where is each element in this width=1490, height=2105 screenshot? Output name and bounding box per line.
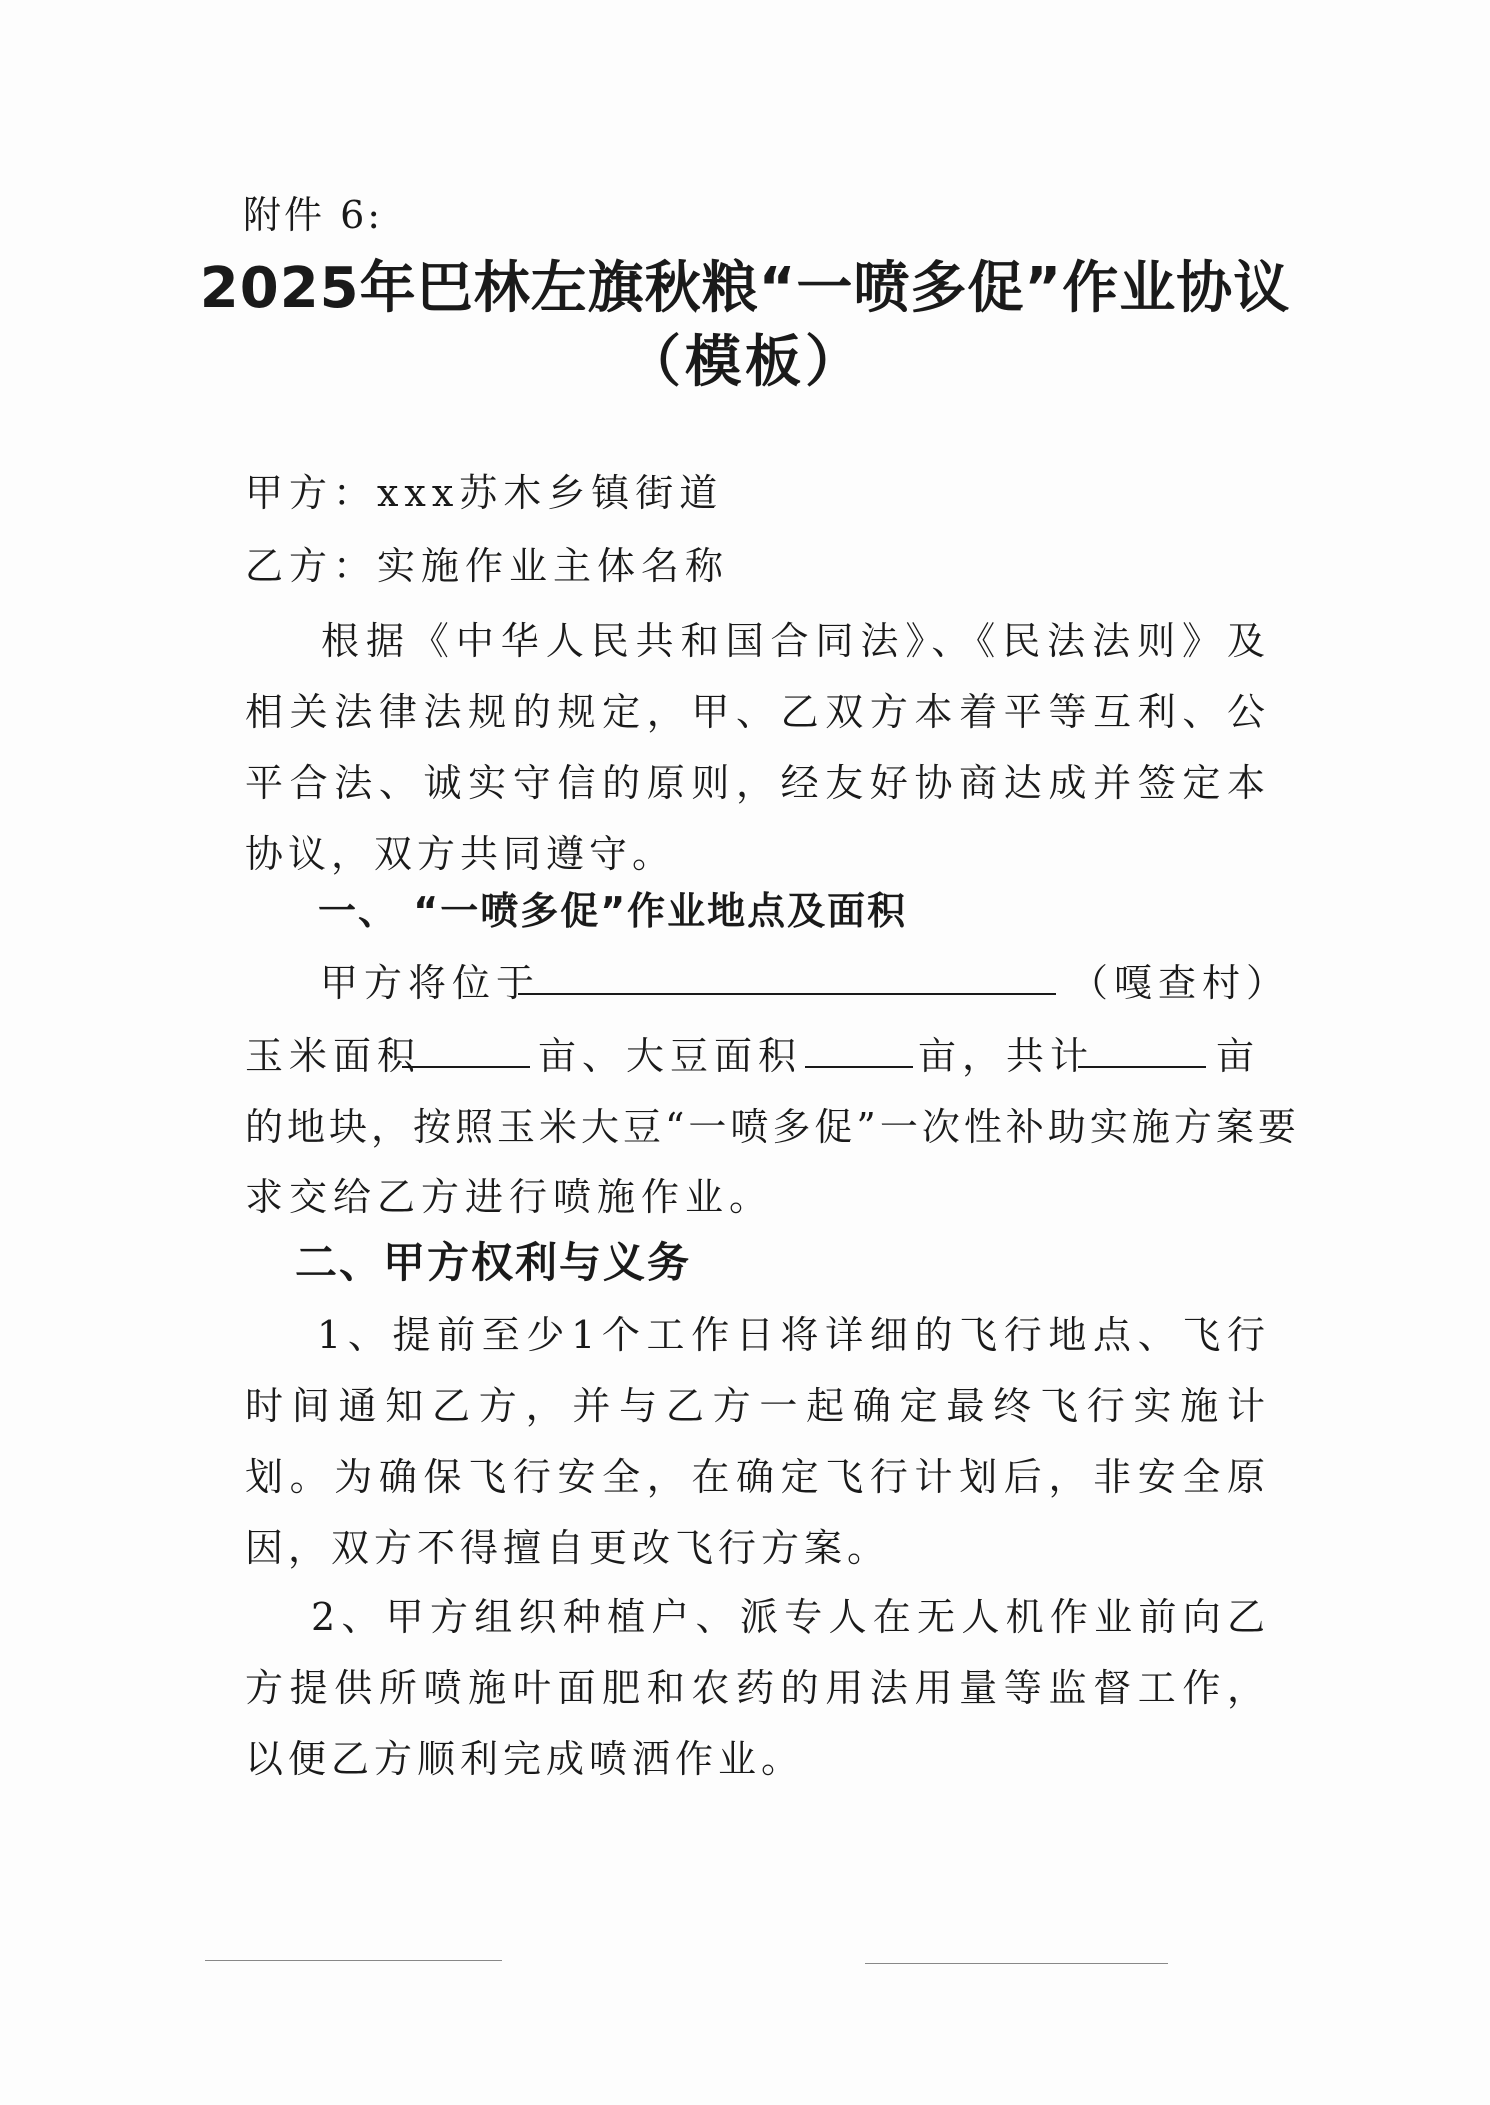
document-title: 2025年巴林左旗秋粮“一喷多促”作业协议: [199, 256, 1291, 321]
total-area-unit: 亩: [1216, 1034, 1261, 1078]
section-1-line-4: 求交给乙方进行喷施作业。: [245, 1175, 774, 1219]
total-area-label: 亩，共计: [918, 1034, 1095, 1078]
party-b: 乙方：实施作业主体名称: [245, 544, 730, 588]
location-suffix: （嘎查村）: [1070, 961, 1291, 1005]
section-2-item-2: 2、甲方组织种植户、派专人在无人机作业前向乙方提供所喷施叶面肥和农药的用法用量等监督工作，以便乙方顺利完成喷洒作业。: [245, 1595, 1270, 1781]
section-1-line-3: 的地块，按照玉米大豆“一喷多促”一次性补助实施方案要: [245, 1105, 1300, 1149]
attachment-label: 附件 6:: [243, 193, 384, 237]
section-2-item-1: 1、提前至少1个工作日将详细的飞行地点、飞行时间通知乙方，并与乙方一起确定最终飞行实施计划。为确保飞行安全，在确定飞行计划后，非安全原因，双方不得擅自更改飞行方案。: [245, 1313, 1270, 1570]
corn-area-blank: [402, 1066, 530, 1068]
location-prefix: 甲方将位于: [320, 961, 541, 1005]
document-subtitle: （模板）: [625, 330, 865, 395]
soy-area-blank: [805, 1066, 913, 1068]
section-2-heading: 二、甲方权利与义务: [295, 1238, 692, 1287]
section-1-heading: 一、 “一喷多促”作业地点及面积: [318, 889, 908, 933]
total-area-blank: [1078, 1066, 1206, 1068]
soy-area-label: 亩、大豆面积: [538, 1034, 803, 1078]
corn-area-label: 玉米面积: [245, 1034, 422, 1078]
footer-rule-left: [205, 1960, 502, 1961]
footer-rule-right: [865, 1963, 1168, 1964]
party-a: 甲方：xxx苏木乡镇街道: [245, 471, 724, 515]
intro-paragraph: 根据《中华人民共和国合同法》、《民法法则》及相关法律法规的规定，甲、乙双方本着平等互利、公平合法、诚实守信的原则，经友好协商达成并签定本协议，双方共同遵守。: [245, 619, 1270, 876]
location-blank: [518, 993, 1056, 995]
